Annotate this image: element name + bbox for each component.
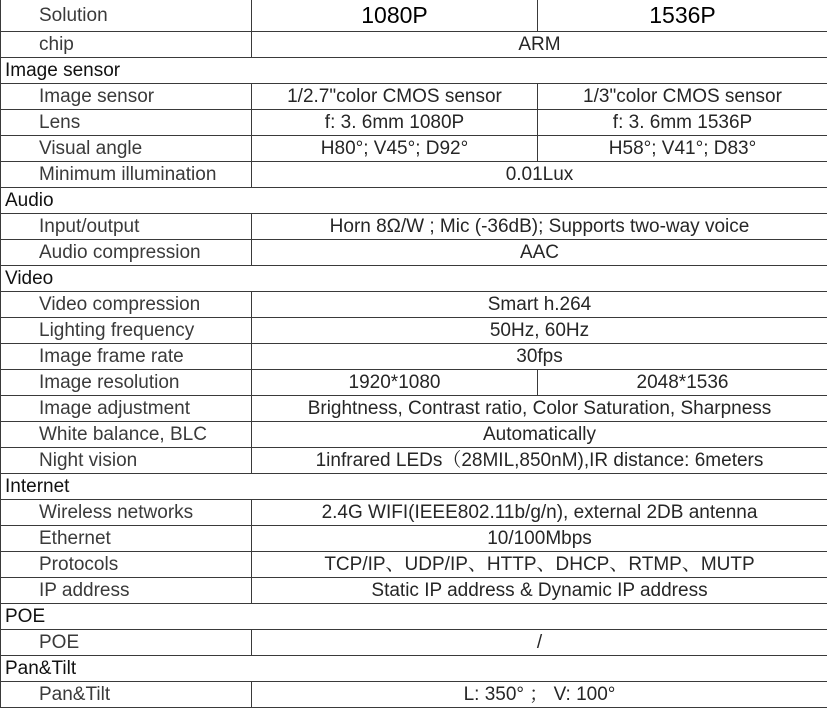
section-title: Internet bbox=[1, 474, 827, 500]
section-row bbox=[1, 266, 827, 292]
spec-row bbox=[1, 136, 827, 162]
spec-value-1080p: f: 3. 6mm 1080P bbox=[252, 110, 538, 136]
spec-label: Lens bbox=[1, 110, 252, 136]
spec-row bbox=[1, 396, 827, 422]
spec-value-1080p: 1920*1080 bbox=[252, 370, 538, 396]
spec-row bbox=[1, 214, 827, 240]
spec-value: Brightness, Contrast ratio, Color Saturation, Sharpness bbox=[252, 396, 827, 422]
header-col-1080p: 1080P bbox=[252, 0, 538, 32]
spec-value-1536p: 2048*1536 bbox=[538, 370, 827, 396]
section-row bbox=[1, 188, 827, 214]
spec-label: Image resolution bbox=[1, 370, 252, 396]
spec-row bbox=[1, 344, 827, 370]
spec-value: Static IP address & Dynamic IP address bbox=[252, 578, 827, 604]
spec-label: Visual angle bbox=[1, 136, 252, 162]
spec-label: Input/output bbox=[1, 214, 252, 240]
spec-row bbox=[1, 292, 827, 318]
spec-value: 1infrared LEDs（28MIL,850nM),IR distance: 6meters bbox=[252, 448, 827, 474]
spec-row bbox=[1, 32, 827, 58]
spec-row bbox=[1, 162, 827, 188]
spec-value: 30fps bbox=[252, 344, 827, 370]
spec-label: White balance, BLC bbox=[1, 422, 252, 448]
spec-row bbox=[1, 240, 827, 266]
section-title: Audio bbox=[1, 188, 827, 214]
spec-row bbox=[1, 578, 827, 604]
spec-label: Video compression bbox=[1, 292, 252, 318]
spec-label: Image frame rate bbox=[1, 344, 252, 370]
section-row bbox=[1, 58, 827, 84]
spec-value: 2.4G WIFI(IEEE802.11b/g/n), external 2DB antenna bbox=[252, 500, 827, 526]
section-title: Video bbox=[1, 266, 827, 292]
spec-value: 0.01Lux bbox=[252, 162, 827, 188]
spec-value-1536p: H58°; V41°; D83° bbox=[538, 136, 827, 162]
spec-value-1080p: 1/2.7"color CMOS sensor bbox=[252, 84, 538, 110]
spec-label: Image sensor bbox=[1, 84, 252, 110]
spec-label: Pan&Tilt bbox=[1, 682, 252, 708]
spec-value: 50Hz, 60Hz bbox=[252, 318, 827, 344]
section-row bbox=[1, 604, 827, 630]
spec-row bbox=[1, 110, 827, 136]
spec-value: Smart h.264 bbox=[252, 292, 827, 318]
spec-value-1536p: 1/3"color CMOS sensor bbox=[538, 84, 827, 110]
spec-value-1080p: H80°; V45°; D92° bbox=[252, 136, 538, 162]
spec-label: IP address bbox=[1, 578, 252, 604]
spec-value: L: 350° ； V: 100° bbox=[252, 682, 827, 708]
spec-value: 10/100Mbps bbox=[252, 526, 827, 552]
spec-table-body bbox=[1, 0, 827, 708]
section-title: POE bbox=[1, 604, 827, 630]
spec-row bbox=[1, 84, 827, 110]
spec-label: Wireless networks bbox=[1, 500, 252, 526]
header-row bbox=[1, 0, 827, 32]
spec-row bbox=[1, 552, 827, 578]
spec-label: Minimum illumination bbox=[1, 162, 252, 188]
spec-value: AAC bbox=[252, 240, 827, 266]
section-title: Pan&Tilt bbox=[1, 656, 827, 682]
spec-value: / bbox=[252, 630, 827, 656]
spec-row bbox=[1, 448, 827, 474]
spec-label: Lighting frequency bbox=[1, 318, 252, 344]
spec-value: Horn 8Ω/W ; Mic (-36dB); Supports two-way voice bbox=[252, 214, 827, 240]
spec-row bbox=[1, 500, 827, 526]
spec-label: Audio compression bbox=[1, 240, 252, 266]
spec-label: chip bbox=[1, 32, 252, 58]
spec-value: TCP/IP、UDP/IP、HTTP、DHCP、RTMP、MUTP bbox=[252, 552, 827, 578]
section-row bbox=[1, 656, 827, 682]
spec-label: Night vision bbox=[1, 448, 252, 474]
header-col-1536p: 1536P bbox=[538, 0, 827, 32]
section-row bbox=[1, 474, 827, 500]
spec-label: Image adjustment bbox=[1, 396, 252, 422]
spec-value: Automatically bbox=[252, 422, 827, 448]
spec-label: Protocols bbox=[1, 552, 252, 578]
header-label: Solution bbox=[1, 0, 252, 32]
spec-row bbox=[1, 682, 827, 708]
spec-row bbox=[1, 526, 827, 552]
spec-row bbox=[1, 422, 827, 448]
spec-label: POE bbox=[1, 630, 252, 656]
section-title: Image sensor bbox=[1, 58, 827, 84]
spec-row bbox=[1, 318, 827, 344]
spec-row bbox=[1, 370, 827, 396]
spec-value: ARM bbox=[252, 32, 827, 58]
spec-value-1536p: f: 3. 6mm 1536P bbox=[538, 110, 827, 136]
spec-label: Ethernet bbox=[1, 526, 252, 552]
spec-row bbox=[1, 630, 827, 656]
